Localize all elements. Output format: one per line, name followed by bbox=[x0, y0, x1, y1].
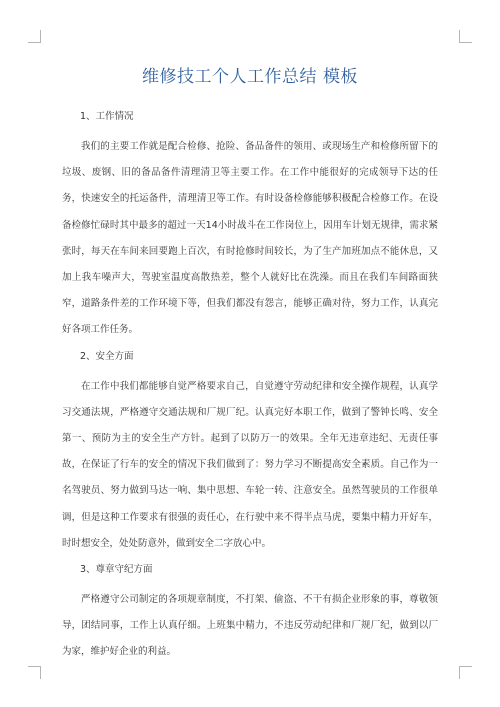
document-body bbox=[62, 110, 438, 672]
crop-mark-bottom-right bbox=[459, 666, 472, 679]
section-body-safety: 在工作中我们都能够自觉严格要求自己，自觉遵守劳动纪律和安全操作规程，认真学习交通法规，严格遵守交通法规和厂规厂纪。认真完好本职工作，做到了警钟长鸣、安全第一、预防为主的安全生产方针。起到了以防万一的效果。全年无违章违纪、无责任事故，在保证了行车的安全的情况下我们做到了：努力学习不断提高安全素质。自己作为一名驾驶员、努力做到马达一响、集中思想、车轮一转、注意安全。虽然驾驶员的工作很单调，但是这种工作要求有很强的责任心，在行驶中来不得半点马虎，要集中精力开好车，时时想安全，处处防意外，做到安全二字放心中。 bbox=[62, 380, 438, 549]
section-heading-safety: 2、安全方面 bbox=[80, 350, 134, 362]
section-heading-discipline: 3、尊章守纪方面 bbox=[80, 564, 153, 576]
section-body-work: 我们的主要工作就是配合检修、抢险、备品备件的领用、或现场生产和检修所留下的垃圾、废钢、旧的备品备件清理清卫等主要工作。在工作中能很好的完成领导下达的任务，快速安全的托运备件，清理清卫等工作。有时设备检修能够积极配合检修工作。在设备检修忙碌时其中最多的超过一天14小时战斗在工作岗位上，因用车计划无规律，需求紧张时，每天在车间来回要跑上百次，有时抢修时间较长，为了生产加班加点不能休息，又加上我车噪声大，驾驶室温度高散热差，整个人就好比在洗澡。而且在我们车间路面狭窄，道路条件差的工作环境下等，但我们都没有怨言，能够正确对待，努力工作，认真完好各项工作任务。 bbox=[62, 141, 438, 336]
crop-mark-top-left bbox=[28, 30, 41, 43]
crop-mark-bottom-left bbox=[28, 666, 41, 679]
document-title: 维修技工个人工作总结 模板 bbox=[142, 67, 358, 87]
section-body-discipline: 严格遵守公司制定的各项规章制度，不打架、偷盗、不干有损企业形象的事，尊敬领导，团结同事，工作上认真仔细。上班集中精力，不违反劳动纪律和厂规厂纪，做到以厂为家，维护好企业的利益。 bbox=[62, 594, 438, 658]
section-heading-work: 1、工作情况 bbox=[80, 111, 134, 122]
crop-mark-top-right bbox=[459, 30, 472, 43]
